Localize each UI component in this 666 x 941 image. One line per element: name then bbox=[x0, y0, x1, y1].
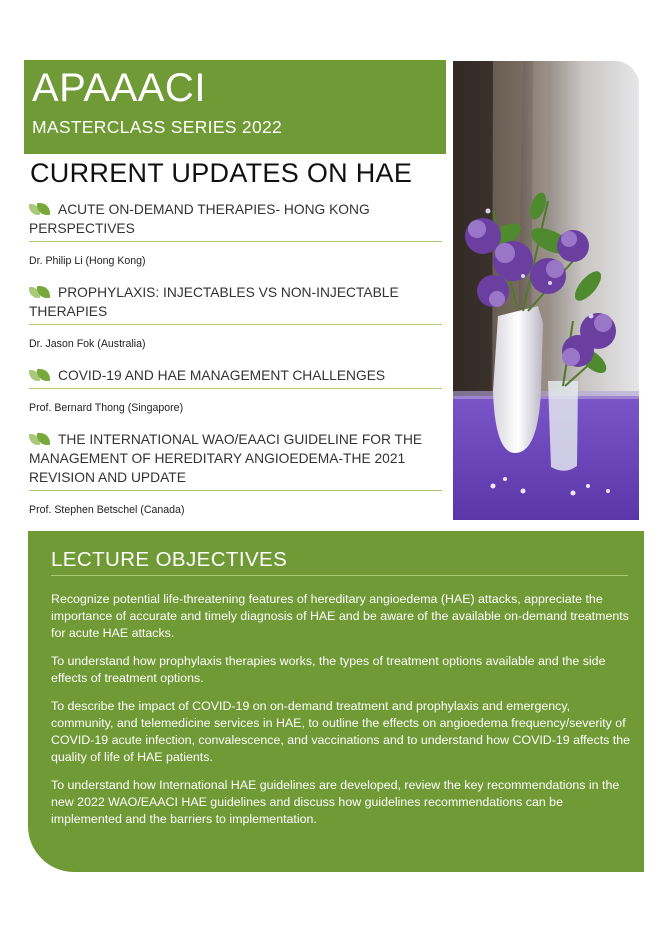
talk-speaker: Dr. Philip Li (Hong Kong) bbox=[29, 255, 146, 267]
brand-title: APAAACI bbox=[32, 66, 206, 110]
talk-title bbox=[29, 366, 442, 389]
objectives-heading: LECTURE OBJECTIVES bbox=[51, 547, 628, 576]
objective-item: To understand how International HAE guidelines are developed, review the key recommendations in the new 2022 WAO/EAACI HAE guidelines and discuss how guidelines recommendations can be implemented and the barriers to implementation. bbox=[51, 778, 620, 826]
talk-speaker: Dr. Jason Fok (Australia) bbox=[29, 338, 146, 350]
talk-title bbox=[29, 283, 442, 325]
talk-title-text: PROPHYLAXIS: INJECTABLES VS NON-INJECTABLE THERAPIES bbox=[29, 285, 399, 319]
talk-title-text: COVID-19 AND HAE MANAGEMENT CHALLENGES bbox=[58, 368, 386, 383]
lecture-objectives-panel bbox=[28, 531, 644, 872]
talk-list bbox=[29, 200, 442, 532]
objective-item: Recognize potential life-threatening features of hereditary angioedema (HAE) attacks, appreciate the importance of accurate and timely diagnosis of HAE and be aware of the available on-demand treatments for acute HAE attacks. bbox=[51, 592, 629, 640]
lilac-vase-photo bbox=[453, 61, 639, 520]
talk-title bbox=[29, 430, 442, 491]
objective-item: To understand how prophylaxis therapies works, the types of treatment options available and the side effects of treatment options. bbox=[51, 654, 606, 685]
leaf-bullet-icon bbox=[29, 369, 50, 381]
talk-item bbox=[29, 200, 442, 268]
series-subtitle: MASTERCLASS SERIES 2022 bbox=[32, 117, 283, 137]
talk-item bbox=[29, 430, 442, 517]
talk-title-text: THE INTERNATIONAL WAO/EAACI GUIDELINE FOR THE MANAGEMENT OF HEREDITARY ANGIOEDEMA-THE 2021 REVISION AND UPDATE bbox=[29, 432, 423, 485]
leaf-bullet-icon bbox=[29, 203, 50, 215]
talk-item bbox=[29, 283, 442, 351]
page-title: CURRENT UPDATES ON HAE bbox=[30, 158, 413, 188]
lilac-vase-illustration bbox=[453, 61, 639, 520]
header-banner bbox=[24, 60, 446, 154]
talk-title-text: ACUTE ON-DEMAND THERAPIES- HONG KONG PERSPECTIVES bbox=[29, 202, 370, 236]
leaf-bullet-icon bbox=[29, 433, 50, 445]
talk-title bbox=[29, 200, 442, 242]
talk-speaker: Prof. Stephen Betschel (Canada) bbox=[29, 504, 185, 516]
talk-item bbox=[29, 366, 442, 415]
objective-item: To describe the impact of COVID-19 on on-demand treatment and prophylaxis and emergency, community, and telemedicine services in HAE, to outline the effects on angioedema frequency/severity of COVID-19 acute infection, convalescence, and vaccinations and to understand how COVID-19 affects the quality of life of HAE patients. bbox=[51, 699, 631, 764]
leaf-bullet-icon bbox=[29, 286, 50, 298]
talk-speaker: Prof. Bernard Thong (Singapore) bbox=[29, 402, 184, 414]
